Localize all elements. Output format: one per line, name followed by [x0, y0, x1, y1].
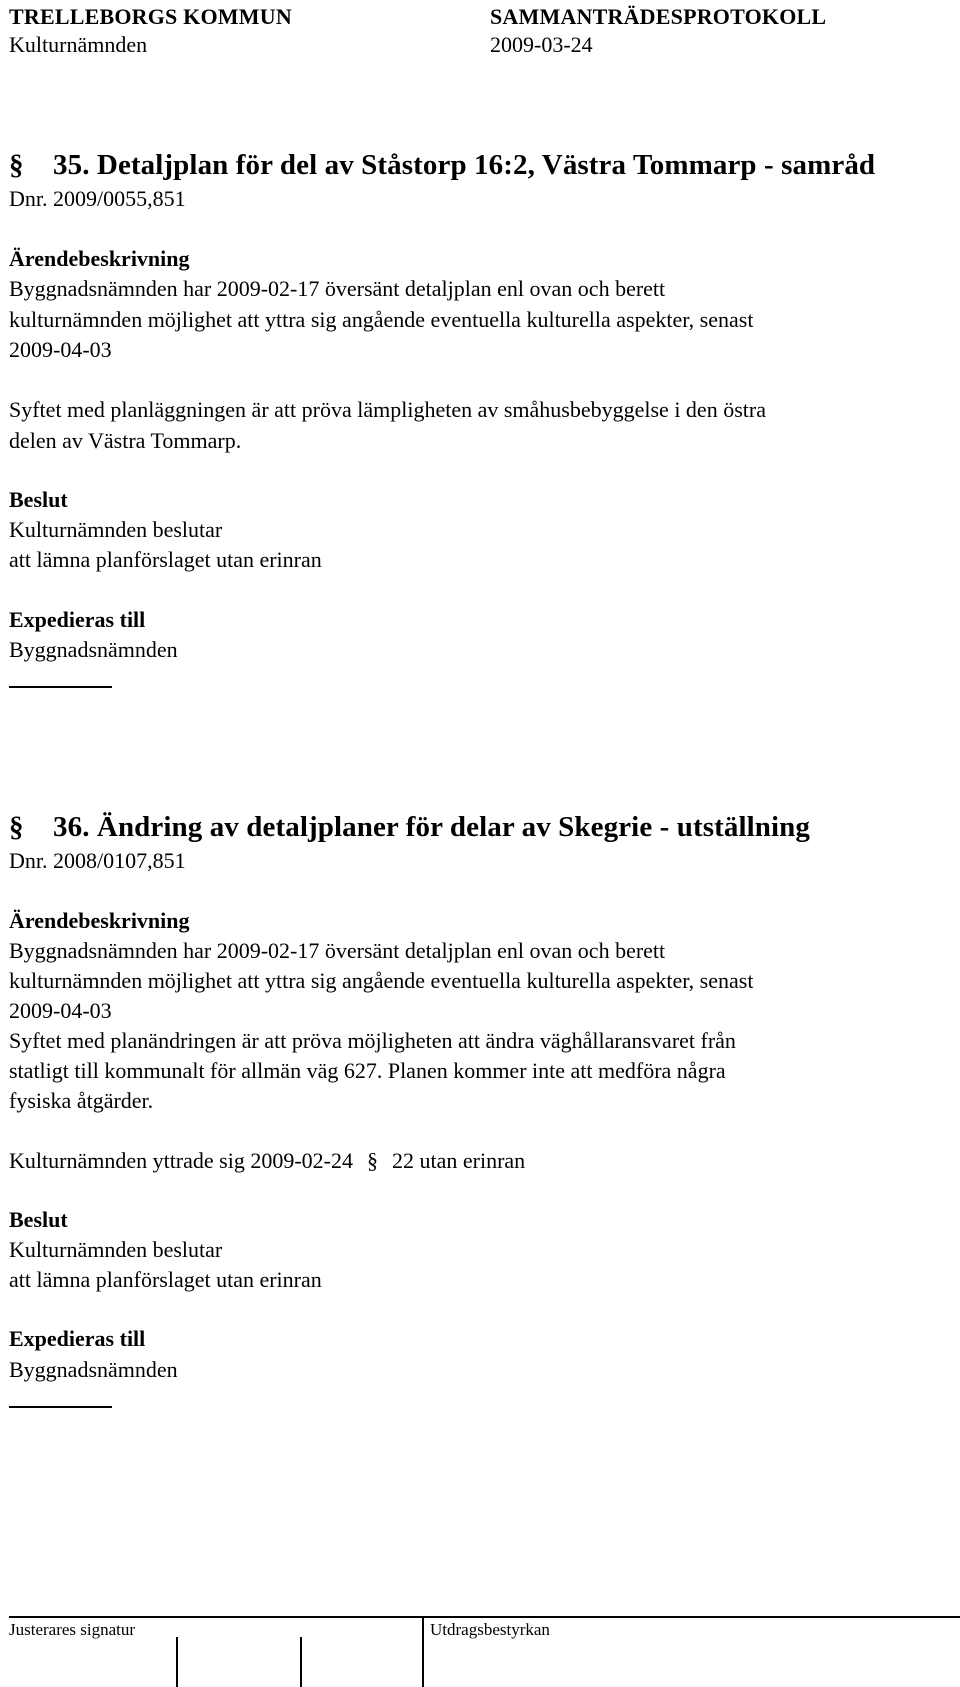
statement-suffix: 22 utan erinran	[392, 1148, 526, 1173]
committee-name: Kulturnämnden	[9, 32, 148, 57]
section-36-sent-to: Byggnadsnämnden	[9, 1357, 178, 1382]
section-35-end-rule	[9, 686, 112, 688]
section-36-desc-line: Syftet med planändringen är att pröva möjligheten att ändra väghållaransvaret från	[9, 1028, 736, 1053]
section-title-text: 35. Detaljplan för del av Ståstorp 16:2, Västra Tommarp - samråd	[53, 149, 876, 181]
section-35-title	[9, 149, 875, 182]
section-35-sent-to: Byggnadsnämnden	[9, 637, 178, 662]
section-36-decision-line: att lämna planförslaget utan erinran	[9, 1267, 322, 1292]
section-36-decision-line: Kulturnämnden beslutar	[9, 1237, 223, 1262]
section-sign: §	[9, 149, 24, 181]
section-35-desc-line: 2009-04-03	[9, 337, 112, 362]
section-35-decision-heading: Beslut	[9, 487, 68, 512]
section-sign: §	[9, 811, 24, 843]
section-sign: §	[367, 1148, 378, 1173]
section-35-sent-heading: Expedieras till	[9, 607, 146, 632]
section-title-text: 36. Ändring av detaljplaner för delar av Skegrie - utställning	[53, 811, 811, 843]
section-36-desc-line: kulturnämnden möjlighet att yttra sig angående eventuella kulturella aspekter, senast	[9, 968, 754, 993]
section-36-desc-line: Byggnadsnämnden har 2009-02-17 översänt detaljplan enl ovan och berett	[9, 938, 666, 963]
section-35-desc-heading: Ärendebeskrivning	[9, 246, 190, 271]
footer-rule	[9, 1616, 960, 1618]
section-36-desc-line: 2009-04-03	[9, 998, 112, 1023]
section-36-title	[9, 811, 810, 844]
section-36-desc-line: statligt till kommunalt för allmän väg 627. Planen kommer inte att medföra några	[9, 1058, 726, 1083]
section-36-statement	[9, 1145, 525, 1177]
doc-type: SAMMANTRÄDESPROTOKOLL	[490, 4, 827, 29]
extract-label: Utdragsbestyrkan	[430, 1620, 550, 1639]
section-36-dnr: Dnr. 2008/0107,851	[9, 848, 186, 873]
section-36-decision-heading: Beslut	[9, 1207, 68, 1232]
section-35-decision-line: att lämna planförslaget utan erinran	[9, 547, 322, 572]
section-36-desc-line: fysiska åtgärder.	[9, 1088, 154, 1113]
section-35-purpose-line: Syftet med planläggningen är att pröva lämpligheten av småhusbebyggelse i den östra	[9, 397, 766, 422]
meeting-date: 2009-03-24	[490, 32, 593, 57]
signature-label: Justerares signatur	[9, 1620, 136, 1639]
section-35-decision-line: Kulturnämnden beslutar	[9, 517, 223, 542]
org-name: TRELLEBORGS KOMMUN	[9, 4, 292, 29]
section-35-purpose-line: delen av Västra Tommarp.	[9, 428, 242, 453]
signature-box-divider	[300, 1637, 302, 1687]
section-36-desc-heading: Ärendebeskrivning	[9, 908, 190, 933]
section-35-desc-line: Byggnadsnämnden har 2009-02-17 översänt detaljplan enl ovan och berett	[9, 276, 666, 301]
statement-prefix: Kulturnämnden yttrade sig 2009-02-24	[9, 1148, 353, 1173]
section-35-desc-line: kulturnämnden möjlighet att yttra sig angående eventuella kulturella aspekter, senast	[9, 307, 754, 332]
section-36-end-rule	[9, 1406, 112, 1408]
signature-box-divider	[422, 1617, 424, 1687]
section-36-sent-heading: Expedieras till	[9, 1326, 146, 1351]
section-35-dnr: Dnr. 2009/0055,851	[9, 186, 186, 211]
signature-box-divider	[176, 1637, 178, 1687]
